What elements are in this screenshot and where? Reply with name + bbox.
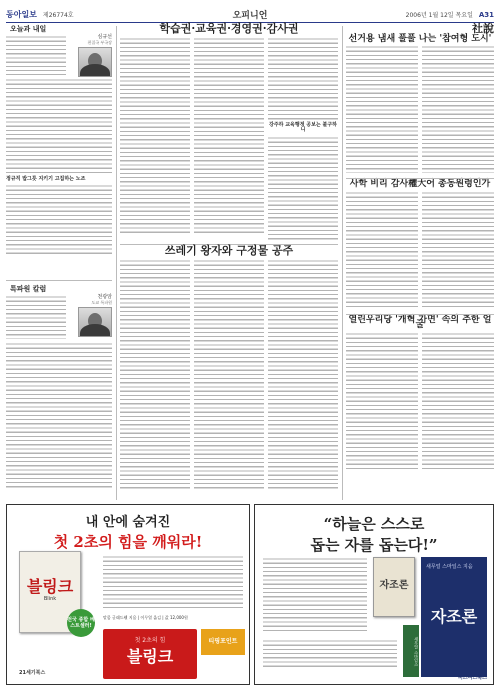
date-line: [406, 10, 494, 19]
column-today: [6, 26, 112, 254]
article-body: [6, 295, 66, 339]
masthead: [6, 6, 494, 22]
editorial-badge: 社說: [472, 22, 494, 35]
column-divider: [342, 26, 343, 500]
author-name: 천광암: [97, 293, 112, 300]
center-bottom-article: [120, 244, 338, 489]
article-body: [268, 136, 338, 240]
book-title-large: 자조론: [430, 607, 478, 626]
editorial-body: [346, 191, 418, 309]
subhead: 강주하 교육행정 공보는 불구하니: [268, 121, 337, 134]
author-role: 편집국 부국장: [87, 40, 112, 46]
book-cover-small: [373, 557, 415, 617]
promo-title: 첫 2초의 힘: [134, 637, 166, 644]
article-body: [268, 37, 338, 121]
date: 2006년 1월 12일 목요일: [405, 11, 473, 19]
author-role: 도쿄 특파원: [91, 300, 112, 306]
article-body: [194, 259, 264, 489]
editorial-body: [346, 332, 418, 470]
publisher-name: 21세기북스: [19, 670, 46, 676]
ad-title-line2: 첫 2초의 힘을 깨워라!: [53, 533, 203, 551]
editorial-headline: 선거용 냄새 풀풀 나는 '참여형 도시': [348, 33, 492, 44]
promo-book: 블링크: [126, 647, 174, 666]
article-body: [6, 78, 112, 174]
article-body: [268, 259, 338, 489]
column-special: [6, 286, 112, 490]
column-divider: [116, 26, 117, 500]
promo-banner: [103, 629, 197, 679]
column-heading: 특파원 칼럼: [10, 284, 47, 293]
bestseller-badge: 전국 종합 베스트셀러!: [67, 609, 95, 637]
book-ad-jajoron[interactable]: [254, 504, 494, 685]
secondary-book: 티핑포인트: [201, 629, 245, 655]
section-title: 오피니언: [232, 10, 268, 21]
ad-title-line2: 돕는 자를 돕는다!”: [310, 536, 438, 554]
editorial-body: [422, 191, 494, 309]
book-title: 블링크: [26, 577, 74, 596]
article-body: [6, 184, 112, 254]
page-number: A31: [478, 10, 494, 19]
book-subtitle: Blink: [43, 596, 57, 602]
article-body: [6, 342, 112, 490]
column-heading: 오늘과 내일: [10, 24, 47, 33]
author-photo: [78, 47, 112, 77]
issue-number: 제26774호: [42, 11, 74, 19]
newspaper-logo: 동아일보: [6, 8, 37, 19]
article-body: [6, 35, 66, 75]
center-top-article: [120, 22, 338, 240]
editorial-body: [422, 332, 494, 470]
publisher-name: 비즈니스북스: [458, 675, 487, 681]
editorial-headline: 사학 비리 감사權大어 총동원령인가: [349, 179, 491, 190]
ad-copy: [103, 555, 243, 611]
editorial-headline: 열린우리당 '개혁 가면' 속의 추한 얼굴: [348, 314, 492, 331]
editorial-body: [422, 45, 494, 173]
article-body: [120, 259, 190, 489]
book-spine: 새무얼 스마일스: [403, 625, 419, 677]
headline: 쓰레기 왕자와 구정물 공주: [164, 244, 294, 257]
ad-title-line1: “하늘은 스스로: [323, 515, 425, 533]
book-author-label: 새무얼 스마일스 지음: [426, 564, 473, 570]
headline: 학습권·교육권·경영권·감사권: [159, 22, 299, 35]
editorial-body: [346, 45, 418, 173]
divider: [346, 178, 494, 179]
article-body: [120, 37, 190, 233]
ad-title-line1: 내 안에 숨겨진: [85, 515, 171, 530]
author-photo: [78, 307, 112, 337]
book-cover-large: [421, 557, 487, 677]
author-name: 심규선: [97, 33, 112, 40]
ad-copy: [263, 639, 397, 669]
divider: [6, 280, 112, 281]
book-ad-blink[interactable]: [6, 504, 250, 685]
editorial-section: [346, 22, 494, 470]
ad-promo-text: 말콤 글래드웰 지음 | 이무열 옮김 | 값 12,000원: [103, 615, 188, 620]
ad-copy: [263, 557, 367, 633]
article-body: [194, 37, 264, 233]
divider: [346, 314, 494, 315]
book-title: 자조론: [379, 580, 409, 591]
subhead: 정규직 밥그릇 지키기 고집하는 노조: [6, 175, 86, 182]
